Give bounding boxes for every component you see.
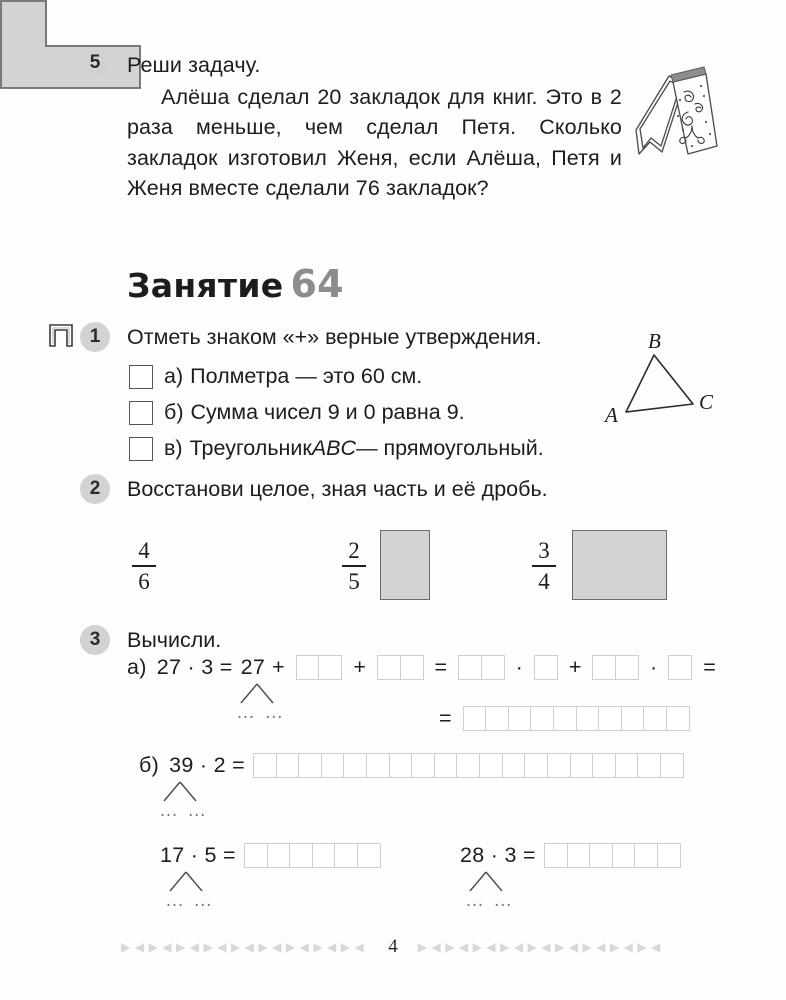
task-2-prompt: Восстанови целое, зная часть и её дробь. bbox=[127, 477, 548, 501]
footer-ornament-left: ▶◀▶◀▶◀▶◀▶◀▶◀▶◀▶◀▶◀ bbox=[121, 940, 369, 954]
answer-box[interactable] bbox=[389, 753, 413, 778]
expression-3c-left bbox=[160, 843, 385, 868]
expr-3c1-lhs: 17 · 5 = bbox=[160, 843, 236, 867]
task-1-prompt: Отметь знаком «+» верные утверждения. bbox=[127, 325, 542, 349]
expr-3a-first-term: 27 bbox=[240, 655, 266, 679]
answer-box[interactable] bbox=[253, 753, 277, 778]
answer-box[interactable] bbox=[400, 655, 424, 680]
answer-box[interactable] bbox=[592, 655, 616, 680]
page-title bbox=[127, 262, 344, 306]
answer-boxes-3a-final[interactable] bbox=[463, 706, 690, 731]
task-5-text-block bbox=[127, 50, 622, 204]
shape-rectangle-wide bbox=[572, 530, 667, 600]
answer-box[interactable] bbox=[643, 706, 667, 731]
answer-box[interactable] bbox=[547, 753, 571, 778]
answer-box[interactable] bbox=[267, 843, 291, 868]
answer-box[interactable] bbox=[298, 753, 322, 778]
fraction-numerator: 3 bbox=[538, 538, 550, 563]
expr-3a-op-4: + bbox=[568, 655, 582, 679]
decomposition-dots-28: … … bbox=[465, 890, 515, 911]
statement-a-letter: а) bbox=[164, 364, 184, 388]
answer-box[interactable] bbox=[502, 753, 526, 778]
expr-3a-trailing-op: = bbox=[703, 655, 716, 679]
statement-c-pre: Треугольник bbox=[189, 436, 312, 460]
answer-box[interactable] bbox=[576, 706, 600, 731]
answer-box[interactable] bbox=[366, 753, 390, 778]
answer-box[interactable] bbox=[544, 843, 568, 868]
bookmarks-illustration bbox=[626, 56, 756, 186]
pi-letter-marker-icon bbox=[46, 320, 76, 350]
answer-box[interactable] bbox=[276, 753, 300, 778]
answer-boxes-3a-1[interactable] bbox=[377, 655, 424, 680]
answer-box[interactable] bbox=[660, 753, 684, 778]
answer-box[interactable] bbox=[592, 753, 616, 778]
statement-a-text: Полметра — это 60 см. bbox=[190, 364, 423, 388]
task-number-badge-2: 2 bbox=[80, 474, 110, 504]
answer-box[interactable] bbox=[244, 843, 268, 868]
answer-box[interactable] bbox=[615, 655, 639, 680]
answer-box[interactable] bbox=[318, 655, 342, 680]
answer-box[interactable] bbox=[634, 843, 658, 868]
fraction-bar bbox=[342, 565, 366, 567]
decomposition-dots-39: … … bbox=[159, 800, 209, 821]
expression-3a-line2 bbox=[432, 706, 694, 731]
answer-box[interactable] bbox=[612, 843, 636, 868]
answer-box[interactable] bbox=[530, 706, 554, 731]
answer-box[interactable] bbox=[567, 843, 591, 868]
answer-boxes-3a-3[interactable] bbox=[534, 655, 558, 680]
answer-box[interactable] bbox=[508, 706, 532, 731]
answer-box[interactable] bbox=[485, 706, 509, 731]
answer-box[interactable] bbox=[357, 843, 381, 868]
lesson-label: Занятие bbox=[127, 266, 284, 305]
answer-box[interactable] bbox=[296, 655, 320, 680]
answer-boxes-3c-right[interactable] bbox=[544, 843, 681, 868]
answer-box[interactable] bbox=[343, 753, 367, 778]
checkbox-row-a[interactable] bbox=[129, 364, 422, 389]
triangle-vertex-label-b: B bbox=[648, 330, 661, 353]
answer-box[interactable] bbox=[615, 753, 639, 778]
footer-ornament-right: ▶◀▶◀▶◀▶◀▶◀▶◀▶◀▶◀▶◀ bbox=[417, 940, 665, 954]
answer-box[interactable] bbox=[666, 706, 690, 731]
answer-box[interactable] bbox=[334, 843, 358, 868]
decomposition-dots-27: … … bbox=[236, 702, 286, 723]
fraction-denominator: 5 bbox=[348, 568, 360, 594]
checkbox-a[interactable] bbox=[129, 365, 153, 389]
answer-box[interactable] bbox=[377, 655, 401, 680]
triangle-vertex-label-c: C bbox=[699, 390, 714, 414]
answer-box[interactable] bbox=[481, 655, 505, 680]
answer-boxes-3a-5[interactable] bbox=[668, 655, 692, 680]
expr-3a-op-3: · bbox=[515, 655, 523, 679]
answer-box[interactable] bbox=[289, 843, 313, 868]
fraction-3-4 bbox=[530, 538, 558, 594]
answer-box[interactable] bbox=[534, 655, 558, 680]
expr-3a-op-5: · bbox=[650, 655, 658, 679]
expr-3a-lhs: 27 · 3 = bbox=[156, 655, 233, 679]
expr-3c2-lhs: 28 · 3 = bbox=[460, 843, 536, 867]
checkbox-c[interactable] bbox=[129, 437, 153, 461]
answer-box[interactable] bbox=[411, 753, 435, 778]
expression-3c-right bbox=[460, 843, 685, 868]
answer-boxes-3a-2[interactable] bbox=[458, 655, 505, 680]
answer-box[interactable] bbox=[637, 753, 661, 778]
page-number: 4 bbox=[388, 936, 398, 957]
fraction-denominator: 4 bbox=[538, 568, 550, 594]
answer-box[interactable] bbox=[598, 706, 622, 731]
answer-boxes-3a-4[interactable] bbox=[592, 655, 639, 680]
statement-b-text: Сумма чисел 9 и 0 равна 9. bbox=[190, 400, 465, 424]
answer-box[interactable] bbox=[570, 753, 594, 778]
expr-3a-answer-op: = bbox=[439, 706, 452, 730]
answer-box[interactable] bbox=[479, 753, 503, 778]
fraction-2-5 bbox=[340, 538, 368, 594]
fraction-4-6 bbox=[130, 538, 158, 594]
fraction-bar bbox=[132, 565, 156, 567]
task-3-prompt: Вычисли. bbox=[127, 628, 222, 652]
expr-3a-op-2: = bbox=[434, 655, 448, 679]
answer-boxes-3a-0[interactable] bbox=[296, 655, 343, 680]
fraction-numerator: 4 bbox=[138, 538, 150, 563]
statement-c-post: — прямоугольный. bbox=[356, 436, 544, 460]
answer-box[interactable] bbox=[463, 706, 487, 731]
answer-box[interactable] bbox=[621, 706, 645, 731]
statement-c-letter: в) bbox=[164, 436, 183, 460]
task-number-badge-3: 3 bbox=[80, 625, 110, 655]
answer-box[interactable] bbox=[668, 655, 692, 680]
shape-rectangle-tall bbox=[380, 530, 430, 600]
answer-box[interactable] bbox=[524, 753, 548, 778]
statement-c-italic: ABC bbox=[311, 436, 357, 460]
triangle-vertex-label-a: A bbox=[605, 403, 618, 427]
lesson-number: 64 bbox=[290, 262, 344, 306]
checkbox-row-c[interactable] bbox=[129, 436, 544, 461]
checkbox-row-b[interactable] bbox=[129, 400, 465, 425]
decomposition-dots-17: … … bbox=[165, 890, 215, 911]
expr-3a-op-1: + bbox=[353, 655, 366, 679]
answer-box[interactable] bbox=[553, 706, 577, 731]
answer-box[interactable] bbox=[321, 753, 345, 778]
task-number-badge-1: 1 bbox=[80, 322, 110, 352]
page-footer bbox=[0, 932, 786, 962]
answer-box[interactable] bbox=[657, 843, 681, 868]
expr-3b-lhs: 39 · 2 = bbox=[169, 753, 245, 777]
task-number-badge-5: 5 bbox=[80, 48, 110, 78]
task-5-body: Алёша сделал 20 закладок для книг. Это в 2 раза меньше, чем сделал Петя. Сколько закладок изготовил Женя, если Алёша, Петя и Женя вместе сделали 76 закладок? bbox=[127, 84, 622, 200]
answer-boxes-3b[interactable] bbox=[253, 753, 684, 778]
expr-3a-op-0: + bbox=[272, 655, 285, 679]
fraction-denominator: 6 bbox=[138, 568, 150, 594]
expr-3a-letter: а) bbox=[127, 655, 147, 679]
answer-box[interactable] bbox=[434, 753, 458, 778]
answer-boxes-3c-left[interactable] bbox=[244, 843, 381, 868]
statement-b-letter: б) bbox=[164, 400, 184, 424]
expression-3b bbox=[139, 753, 688, 778]
fraction-numerator: 2 bbox=[348, 538, 360, 563]
triangle-abc-figure bbox=[596, 330, 726, 430]
task-5-prompt: Реши задачу. bbox=[127, 53, 261, 77]
shape-l-shape bbox=[0, 0, 141, 89]
answer-box[interactable] bbox=[456, 753, 480, 778]
expression-3a-line1 bbox=[127, 655, 723, 680]
answer-box[interactable] bbox=[312, 843, 336, 868]
answer-box[interactable] bbox=[458, 655, 482, 680]
fraction-bar bbox=[532, 565, 556, 567]
expr-3b-letter: б) bbox=[139, 753, 160, 777]
checkbox-b[interactable] bbox=[129, 401, 153, 425]
answer-box[interactable] bbox=[589, 843, 613, 868]
